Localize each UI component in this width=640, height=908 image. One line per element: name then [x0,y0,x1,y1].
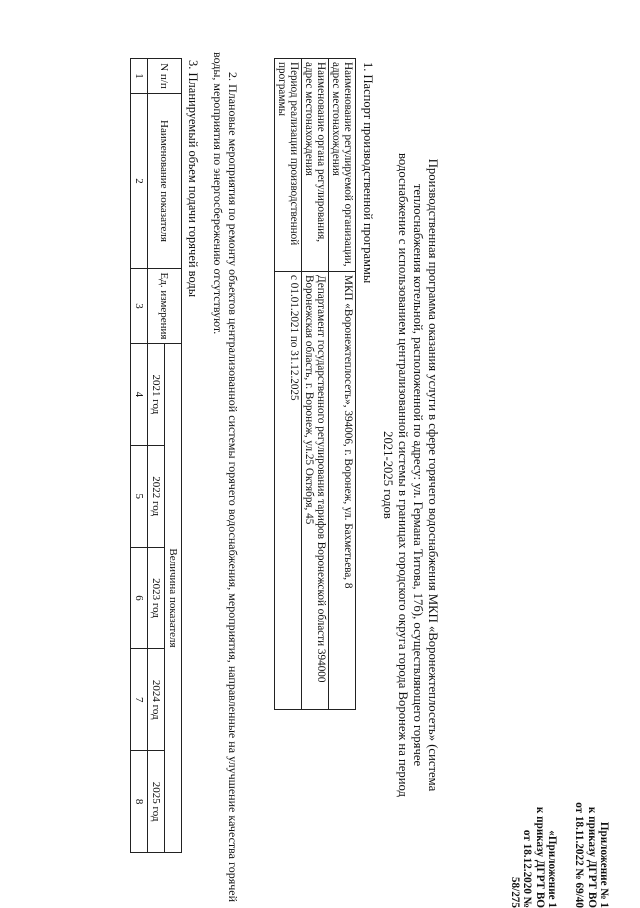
table-row [329,59,356,710]
column-number: 7 [131,649,148,751]
header-year: 2022 год [148,445,165,547]
passport-value: МКП «Воронежтеплосеть», 394006, г. Воронеж, ул. Бахметьева, 8 [329,272,356,710]
column-number: 8 [131,751,148,853]
column-number: 5 [131,445,148,547]
appendix-2-line: «Приложение 1 [546,830,558,908]
column-number: 2 [131,94,148,269]
passport-key: Наименование органа регулирования, адрес местонахождения [302,59,329,272]
header-value: Величина показателя [165,344,182,853]
section-1-heading: 1. Паспорт производственной программы [361,62,375,284]
column-number: 3 [131,269,148,344]
header-year: 2025 год [148,751,165,853]
column-number: 6 [131,547,148,649]
header-num: N п/п [148,59,182,94]
section-3-heading: 3. Планируемый объем подачи горячей воды [186,60,200,298]
header-unit: Ед. измерения [148,269,182,344]
volume-table [130,58,182,853]
header-name: Наименование показателя [148,94,182,269]
column-number: 4 [131,344,148,446]
appendix-1-header [573,800,610,908]
passport-key: Наименование регулируемой организации, адрес местонахождения [329,59,356,272]
table-row [131,59,148,853]
document-title: Производственная программа оказания услуги в сфере горячего водоснабжения МКП «Воронежтеплосеть» (система теплоснабжения котельной, расположенной по адресу: ул. Германа Титова, 17б), осуществляющего горячее водоснабжение с использованием централизованной системы в границах городского округа города Воронеж на период 2021-2025 годов [381,153,440,797]
appendix-1-line: к приказу ДГРТ ВО [585,806,598,908]
header-year: 2024 год [148,649,165,751]
appendix-1-line: от 18.11.2022 № 69/40 [573,802,586,908]
passport-key: Период реализации производственной программы [275,59,302,272]
table-header-row [165,59,182,853]
table-row [302,59,329,710]
appendix-2-line: от 18.12.2020 № 58/275 [508,829,534,908]
table-row [275,59,302,710]
appendix-2-line: к приказу ДГРТ ВО [533,806,546,908]
passport-value: с 01.01.2021 по 31.12.2025 [275,272,302,710]
header-year: 2021 год [148,344,165,446]
section-2-text: 2. Плановые мероприятия по ремонту объектов централизованной системы горячего водоснабжения, мероприятия, направленные на улучшение качества горячей воды, мероприятия по энергосбережению отсутствуют. [211,52,240,902]
header-year: 2023 год [148,547,165,649]
column-number: 1 [131,59,148,94]
appendix-1-line: Приложение № 1 [598,821,610,908]
passport-value: Департамент государственного регулирования тарифов Воронежской области 394000 Воронежская область, г. Воронеж, ул.25 Октября, 45 [302,272,329,710]
appendix-2-header [508,800,558,908]
passport-table [274,58,356,710]
